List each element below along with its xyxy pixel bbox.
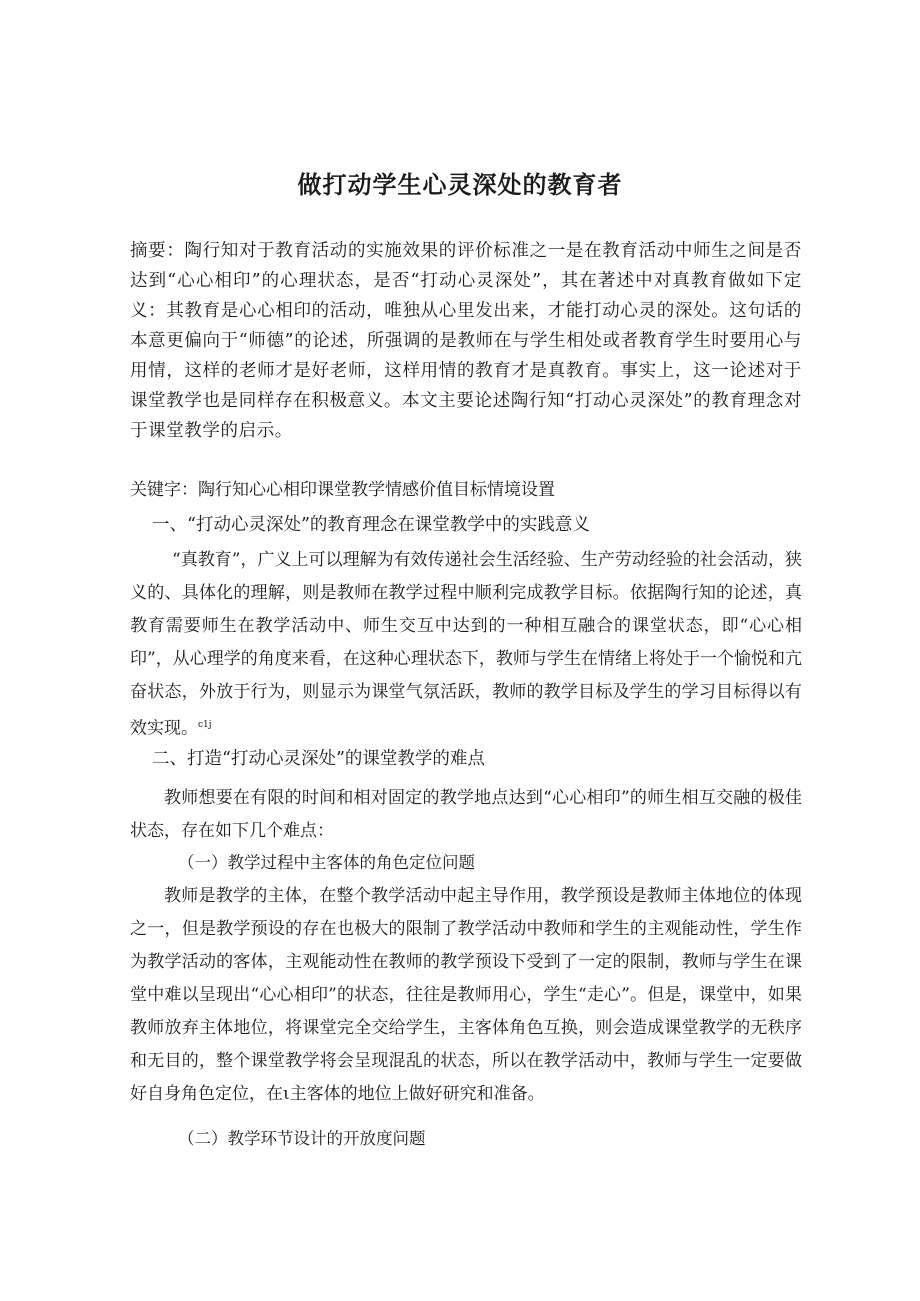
- keywords-line: 关键字：陶行知心心相印课堂教学情感价值目标情境设置: [130, 480, 555, 500]
- subsection-1-paragraph: 教师是教学的主体，在整个教学活动中起主导作用，教学预设是教师主体地位的体现之一，但是教学预设的存在也极大的限制了教学活动中教师和学生的主观能动性，学生作为教学活动的客体，主观能动性在教师的教学预设下受到了一定的限制，教师与学生在课堂中难以呈现出“心心相印”的状态，往往是教师用心，学生“走心”。但是，课堂中，如果教师放弃主体地位，将课堂完全交给学生，主客体角色互换，则会造成课堂教学的无秩序和无目的，整个课堂教学将会呈现混乱的状态，所以在教学活动中，教师与学生一定要做好自身角色定位，在ι主客体的地位上做好研究和准备。: [130, 886, 802, 1104]
- section-2-paragraph: 教师想要在有限的时间和相对固定的教学地点达到“心心相印”的师生相互交融的极佳状态，存在如下几个难点：: [130, 788, 802, 841]
- section-1-paragraph: [130, 544, 802, 746]
- subsection-heading-1: （一）教学过程中主客体的角色定位问题: [178, 853, 475, 872]
- abstract-paragraph: 摘要：陶行知对于教育活动的实施效果的评价标准之一是在教育活动中师生之间是否达到“心心相印”的心理状态，是否“打动心灵深处”，其在著述中对真教育做如下定义：其教育是心心相印的活动，唯独从心里发出来，才能打动心灵的深处。这句话的本意更偏向于“师德”的论述，所强调的是教师在与学生相处或者教育学生时要用心与用情，这样的老师才是好老师，这样用情的教育才是真教育。事实上，这一论述对于课堂教学也是同样存在积极意义。本文主要论述陶行知“打动心灵深处”的教育理念对于课堂教学的启示。: [130, 241, 802, 441]
- citation-marker: c1j: [198, 720, 212, 730]
- document-title: 做打动学生心灵深处的教育者: [297, 171, 623, 199]
- section-heading-1: 一、“打动心灵深处”的教育理念在课堂教学中的实践意义: [152, 515, 590, 535]
- subsection-heading-2: （二）教学环节设计的开放度问题: [178, 1129, 426, 1148]
- section-1-text: “真教育”，广义上可以理解为有效传递社会生活经验、生产劳动经验的社会活动，狭义的、具体化的理解，则是教师在教学过程中顺利完成教学目标。依据陶行知的论述，真教育需要师生在教学活动中、师生交互中达到的一种相互融合的课堂状态，即“心心相印”，从心理学的角度来看，在这种心理状态下，教师与学生在情绪上将处于一个愉悦和亢奋状态，外放于行为，则显示为课堂气氛活跃，教师的教学目标及学生的学习目标得以有效实现。: [130, 550, 802, 739]
- section-heading-2: 二、打造“打动心灵深处”的课堂教学的难点: [152, 749, 485, 769]
